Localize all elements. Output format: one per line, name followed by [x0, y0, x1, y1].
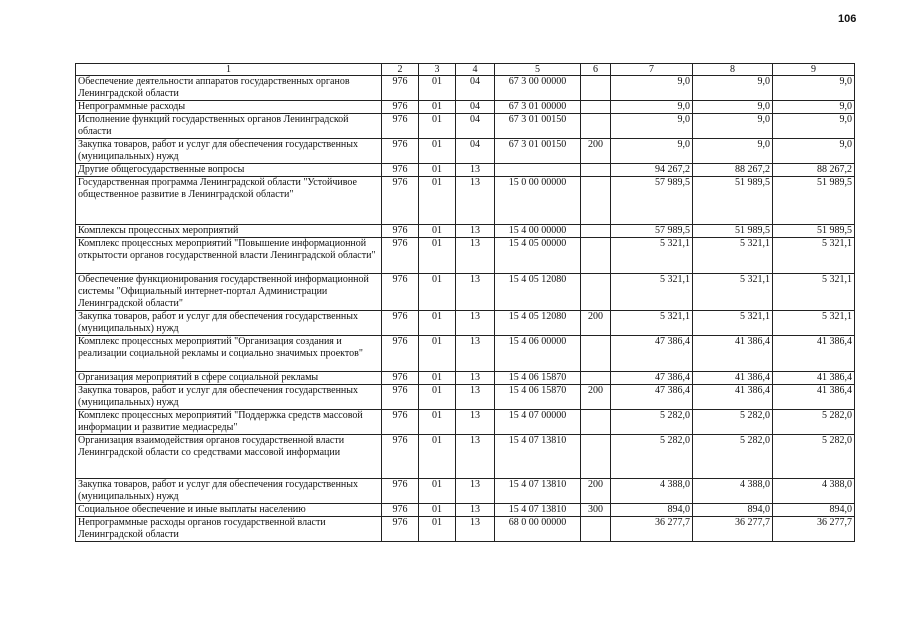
- row-code-5-cell: 68 0 00 00000: [495, 517, 581, 542]
- row-amount-7-cell: 5 282,0: [611, 410, 693, 435]
- row-code-5-cell: 15 4 06 15870: [495, 385, 581, 410]
- row-name-cell: Социальное обеспечение и иные выплаты населению: [76, 504, 382, 517]
- row-code-4-cell: 13: [456, 504, 495, 517]
- row-amount-9-cell: 5 282,0: [773, 435, 855, 479]
- row-code-4-cell: 13: [456, 435, 495, 479]
- row-code-4-cell: 13: [456, 372, 495, 385]
- row-code-5-cell: 15 4 05 00000: [495, 238, 581, 274]
- row-code-6-cell: 200: [581, 479, 611, 504]
- row-amount-9-cell: 9,0: [773, 76, 855, 101]
- column-header-3: 3: [419, 64, 456, 76]
- row-code-5-cell: 67 3 01 00150: [495, 139, 581, 164]
- row-code-3-cell: 01: [419, 336, 456, 372]
- row-code-4-cell: 13: [456, 238, 495, 274]
- row-code-2-cell: 976: [382, 372, 419, 385]
- row-code-2-cell: 976: [382, 225, 419, 238]
- row-amount-8-cell: 5 282,0: [693, 435, 773, 479]
- row-code-3-cell: 01: [419, 517, 456, 542]
- column-header-2: 2: [382, 64, 419, 76]
- row-amount-8-cell: 4 388,0: [693, 479, 773, 504]
- row-code-5-cell: 15 4 05 12080: [495, 311, 581, 336]
- row-name-cell: Закупка товаров, работ и услуг для обеспечения государственных (муниципальных) нужд: [76, 139, 382, 164]
- column-header-5: 5: [495, 64, 581, 76]
- row-amount-8-cell: 5 282,0: [693, 410, 773, 435]
- column-header-9: 9: [773, 64, 855, 76]
- row-code-4-cell: 04: [456, 114, 495, 139]
- row-code-4-cell: 04: [456, 139, 495, 164]
- row-amount-9-cell: 9,0: [773, 101, 855, 114]
- column-header-1: 1: [76, 64, 382, 76]
- row-code-5-cell: 15 0 00 00000: [495, 177, 581, 225]
- row-amount-8-cell: 88 267,2: [693, 164, 773, 177]
- row-code-5-cell: [495, 164, 581, 177]
- row-amount-8-cell: 894,0: [693, 504, 773, 517]
- row-code-6-cell: [581, 225, 611, 238]
- row-code-2-cell: 976: [382, 164, 419, 177]
- column-header-6: 6: [581, 64, 611, 76]
- row-name-cell: Комплексы процессных мероприятий: [76, 225, 382, 238]
- row-code-5-cell: 15 4 06 15870: [495, 372, 581, 385]
- row-amount-9-cell: 88 267,2: [773, 164, 855, 177]
- row-code-6-cell: 200: [581, 311, 611, 336]
- row-code-3-cell: 01: [419, 238, 456, 274]
- row-code-5-cell: 67 3 01 00000: [495, 101, 581, 114]
- row-amount-7-cell: 9,0: [611, 139, 693, 164]
- row-code-5-cell: 67 3 00 00000: [495, 76, 581, 101]
- row-code-3-cell: 01: [419, 372, 456, 385]
- row-code-6-cell: [581, 336, 611, 372]
- row-code-4-cell: 04: [456, 101, 495, 114]
- table-row: [76, 101, 855, 114]
- table-row: [76, 76, 855, 101]
- row-name-cell: Непрограммные расходы органов государственной власти Ленинградской области: [76, 517, 382, 542]
- row-code-6-cell: 200: [581, 139, 611, 164]
- row-amount-8-cell: 9,0: [693, 76, 773, 101]
- row-code-3-cell: 01: [419, 504, 456, 517]
- table-row: [76, 164, 855, 177]
- row-amount-8-cell: 51 989,5: [693, 225, 773, 238]
- row-amount-8-cell: 41 386,4: [693, 385, 773, 410]
- row-code-6-cell: [581, 435, 611, 479]
- row-code-4-cell: 13: [456, 517, 495, 542]
- row-code-2-cell: 976: [382, 274, 419, 311]
- table-row: [76, 435, 855, 479]
- table-row: [76, 114, 855, 139]
- row-code-3-cell: 01: [419, 164, 456, 177]
- row-name-cell: Непрограммные расходы: [76, 101, 382, 114]
- row-code-5-cell: 15 4 00 00000: [495, 225, 581, 238]
- row-amount-8-cell: 5 321,1: [693, 311, 773, 336]
- row-code-6-cell: 300: [581, 504, 611, 517]
- row-amount-7-cell: 894,0: [611, 504, 693, 517]
- row-amount-8-cell: 5 321,1: [693, 274, 773, 311]
- row-code-5-cell: 15 4 06 00000: [495, 336, 581, 372]
- row-amount-7-cell: 57 989,5: [611, 225, 693, 238]
- row-code-6-cell: [581, 238, 611, 274]
- row-code-4-cell: 13: [456, 225, 495, 238]
- row-amount-9-cell: 9,0: [773, 139, 855, 164]
- row-amount-7-cell: 47 386,4: [611, 385, 693, 410]
- row-amount-7-cell: 5 282,0: [611, 435, 693, 479]
- row-code-6-cell: [581, 517, 611, 542]
- row-code-2-cell: 976: [382, 139, 419, 164]
- row-amount-7-cell: 9,0: [611, 76, 693, 101]
- row-amount-7-cell: 57 989,5: [611, 177, 693, 225]
- row-amount-9-cell: 5 282,0: [773, 410, 855, 435]
- row-code-3-cell: 01: [419, 274, 456, 311]
- table-row: [76, 517, 855, 542]
- table-row: [76, 372, 855, 385]
- row-code-6-cell: [581, 114, 611, 139]
- table-row: [76, 274, 855, 311]
- row-code-3-cell: 01: [419, 139, 456, 164]
- row-amount-8-cell: 9,0: [693, 114, 773, 139]
- row-code-3-cell: 01: [419, 311, 456, 336]
- row-code-2-cell: 976: [382, 76, 419, 101]
- row-amount-8-cell: 36 277,7: [693, 517, 773, 542]
- row-code-2-cell: 976: [382, 410, 419, 435]
- row-code-4-cell: 13: [456, 385, 495, 410]
- row-name-cell: Комплекс процессных мероприятий "Повышение информационной открытости органов государственной власти Ленинградской области": [76, 238, 382, 274]
- row-name-cell: Закупка товаров, работ и услуг для обеспечения государственных (муниципальных) нужд: [76, 385, 382, 410]
- row-code-3-cell: 01: [419, 101, 456, 114]
- row-code-2-cell: 976: [382, 336, 419, 372]
- row-amount-8-cell: 51 989,5: [693, 177, 773, 225]
- column-header-4: 4: [456, 64, 495, 76]
- row-code-4-cell: 13: [456, 311, 495, 336]
- row-code-6-cell: [581, 372, 611, 385]
- row-amount-9-cell: 41 386,4: [773, 385, 855, 410]
- row-name-cell: Обеспечение деятельности аппаратов государственных органов Ленинградской области: [76, 76, 382, 101]
- row-code-6-cell: [581, 101, 611, 114]
- row-amount-7-cell: 5 321,1: [611, 274, 693, 311]
- row-code-3-cell: 01: [419, 177, 456, 225]
- row-name-cell: Обеспечение функционирования государственной информационной системы "Официальный интернет-портал Администрации Ленинградской области": [76, 274, 382, 311]
- row-amount-7-cell: 36 277,7: [611, 517, 693, 542]
- row-code-3-cell: 01: [419, 479, 456, 504]
- row-amount-9-cell: 41 386,4: [773, 372, 855, 385]
- row-code-2-cell: 976: [382, 238, 419, 274]
- row-code-5-cell: 15 4 07 00000: [495, 410, 581, 435]
- row-name-cell: Закупка товаров, работ и услуг для обеспечения государственных (муниципальных) нужд: [76, 479, 382, 504]
- row-code-5-cell: 15 4 07 13810: [495, 479, 581, 504]
- row-code-2-cell: 976: [382, 479, 419, 504]
- row-name-cell: Комплекс процессных мероприятий "Поддержка средств массовой информации и развитие медиасреды": [76, 410, 382, 435]
- row-code-3-cell: 01: [419, 435, 456, 479]
- row-code-5-cell: 15 4 07 13810: [495, 435, 581, 479]
- row-name-cell: Организация взаимодействия органов государственной власти Ленинградской области со средствами массовой информации: [76, 435, 382, 479]
- row-amount-9-cell: 5 321,1: [773, 238, 855, 274]
- row-amount-7-cell: 94 267,2: [611, 164, 693, 177]
- row-code-6-cell: [581, 410, 611, 435]
- row-name-cell: Организация мероприятий в сфере социальной рекламы: [76, 372, 382, 385]
- table-row: [76, 177, 855, 225]
- column-header-8: 8: [693, 64, 773, 76]
- row-amount-9-cell: 51 989,5: [773, 177, 855, 225]
- row-code-6-cell: [581, 164, 611, 177]
- row-code-3-cell: 01: [419, 385, 456, 410]
- table-row: [76, 385, 855, 410]
- row-amount-8-cell: 5 321,1: [693, 238, 773, 274]
- row-name-cell: Государственная программа Ленинградской области "Устойчивое общественное развитие в Ленинградской области": [76, 177, 382, 225]
- row-name-cell: Закупка товаров, работ и услуг для обеспечения государственных (муниципальных) нужд: [76, 311, 382, 336]
- row-code-2-cell: 976: [382, 101, 419, 114]
- table-row: [76, 410, 855, 435]
- row-code-6-cell: [581, 177, 611, 225]
- table-row: [76, 311, 855, 336]
- row-code-4-cell: 13: [456, 177, 495, 225]
- row-code-3-cell: 01: [419, 76, 456, 101]
- row-code-5-cell: 15 4 05 12080: [495, 274, 581, 311]
- row-code-2-cell: 976: [382, 177, 419, 225]
- row-amount-8-cell: 41 386,4: [693, 372, 773, 385]
- row-amount-7-cell: 9,0: [611, 114, 693, 139]
- row-code-4-cell: 04: [456, 76, 495, 101]
- table-row: [76, 504, 855, 517]
- budget-table: [75, 63, 855, 542]
- row-amount-9-cell: 36 277,7: [773, 517, 855, 542]
- row-amount-9-cell: 51 989,5: [773, 225, 855, 238]
- row-amount-7-cell: 5 321,1: [611, 311, 693, 336]
- row-code-3-cell: 01: [419, 114, 456, 139]
- row-code-6-cell: 200: [581, 385, 611, 410]
- row-code-2-cell: 976: [382, 311, 419, 336]
- row-code-5-cell: 67 3 01 00150: [495, 114, 581, 139]
- row-code-2-cell: 976: [382, 517, 419, 542]
- row-amount-9-cell: 9,0: [773, 114, 855, 139]
- row-name-cell: Комплекс процессных мероприятий "Организация создания и реализации социальной рекламы и социально значимых проектов": [76, 336, 382, 372]
- table-row: [76, 479, 855, 504]
- row-code-5-cell: 15 4 07 13810: [495, 504, 581, 517]
- row-code-3-cell: 01: [419, 410, 456, 435]
- row-amount-9-cell: 4 388,0: [773, 479, 855, 504]
- row-name-cell: Исполнение функций государственных органов Ленинградской области: [76, 114, 382, 139]
- header-row: [76, 64, 855, 76]
- table-row: [76, 139, 855, 164]
- row-amount-9-cell: 894,0: [773, 504, 855, 517]
- row-code-4-cell: 13: [456, 336, 495, 372]
- row-amount-8-cell: 41 386,4: [693, 336, 773, 372]
- row-code-2-cell: 976: [382, 435, 419, 479]
- table-row: [76, 238, 855, 274]
- row-code-4-cell: 13: [456, 274, 495, 311]
- row-code-2-cell: 976: [382, 504, 419, 517]
- row-code-4-cell: 13: [456, 479, 495, 504]
- row-amount-8-cell: 9,0: [693, 101, 773, 114]
- row-code-2-cell: 976: [382, 385, 419, 410]
- page-number: 106: [838, 13, 857, 25]
- table-row: [76, 225, 855, 238]
- row-code-4-cell: 13: [456, 164, 495, 177]
- table-row: [76, 336, 855, 372]
- row-code-2-cell: 976: [382, 114, 419, 139]
- row-amount-7-cell: 47 386,4: [611, 336, 693, 372]
- row-amount-7-cell: 9,0: [611, 101, 693, 114]
- row-amount-7-cell: 47 386,4: [611, 372, 693, 385]
- column-header-7: 7: [611, 64, 693, 76]
- row-amount-9-cell: 41 386,4: [773, 336, 855, 372]
- row-name-cell: Другие общегосударственные вопросы: [76, 164, 382, 177]
- row-amount-8-cell: 9,0: [693, 139, 773, 164]
- row-amount-7-cell: 5 321,1: [611, 238, 693, 274]
- row-code-3-cell: 01: [419, 225, 456, 238]
- row-code-4-cell: 13: [456, 410, 495, 435]
- row-code-6-cell: [581, 274, 611, 311]
- row-amount-7-cell: 4 388,0: [611, 479, 693, 504]
- row-amount-9-cell: 5 321,1: [773, 274, 855, 311]
- row-code-6-cell: [581, 76, 611, 101]
- row-amount-9-cell: 5 321,1: [773, 311, 855, 336]
